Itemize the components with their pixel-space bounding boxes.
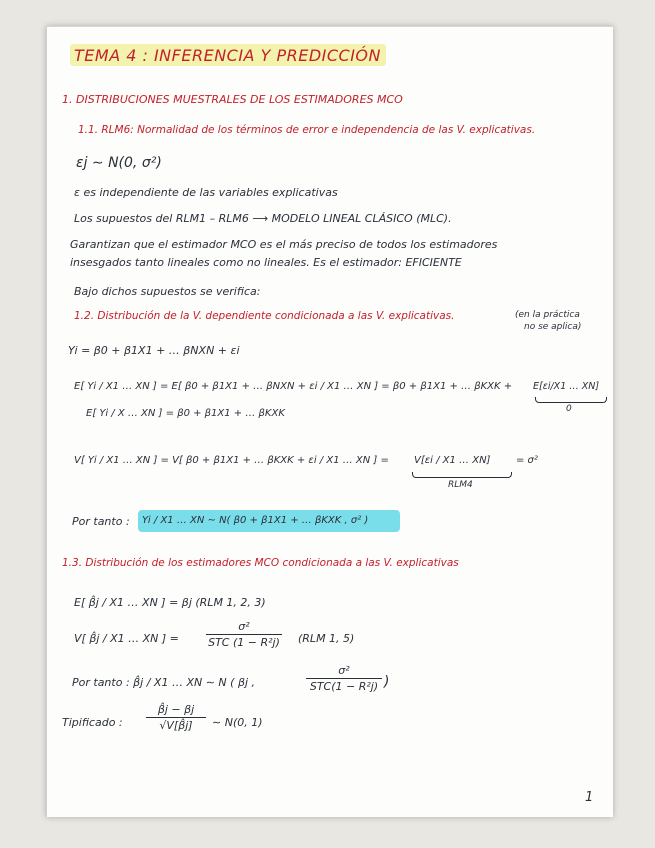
section-1-2-heading: 1.2. Distribución de la V. dependiente condicionada a las V. explicativas. — [74, 310, 455, 322]
notebook-page — [46, 26, 613, 817]
standardized-label: Tipificado : — [62, 716, 123, 729]
expectation-eq-2: E[ Yi / X … XN ] = β0 + β1X1 + … βKXK — [86, 408, 285, 419]
error-distribution-eq: εj ∼ N(0, σ²) — [76, 155, 162, 171]
variance-error-term: V[εi / X1 … XN] — [414, 455, 491, 466]
guarantee-line-1: Garantizan que el estimador MCO es el más preciso de todos los estimadores — [70, 238, 498, 251]
estimator-variance-denominator: STC (1 − R²j) — [208, 636, 280, 649]
section-1-2-note-1: (en la práctica — [515, 310, 580, 320]
fraction-bar — [306, 678, 382, 679]
independence-line: ε es independiente de las variables explicativas — [74, 186, 338, 199]
therefore-label-1: Por tanto : — [72, 515, 130, 528]
estimator-variance-tag: (RLM 1, 5) — [298, 632, 355, 645]
standardized-fraction — [146, 703, 206, 732]
expectation-eq-1: E[ Yi / X1 … XN ] = E[ β0 + β1X1 + … βNXN + εi / X1 … XN ] = β0 + β1X1 + … βKXK + — [74, 381, 513, 392]
conditional-distribution: Yi / X1 … XN ∼ N( β0 + β1X1 + … βKXK , σ² ) — [142, 515, 369, 526]
section-1-1-heading: 1.1. RLM6: Normalidad de los términos de error e independencia de las V. explicativas. — [78, 124, 536, 136]
fraction-bar — [206, 634, 282, 635]
page-number: 1 — [585, 790, 594, 805]
standardized-denominator: √V[β̂j] — [159, 719, 193, 732]
therefore-eq-2: Por tanto : β̂j / X1 … XN ∼ N ( βj , — [72, 676, 256, 689]
therefore-close-paren: ) — [384, 674, 390, 690]
estimator-variance-fraction — [206, 620, 282, 649]
variance-eq: V[ Yi / X1 … XN ] = V[ β0 + β1X1 + … βKXK + εi / X1 … XN ] = — [74, 455, 389, 466]
section-1-3-heading: 1.3. Distribución de los estimadores MCO condicionada a las V. explicativas — [62, 557, 459, 569]
therefore-fraction — [306, 664, 382, 693]
zero-label: 0 — [566, 404, 572, 414]
section-1-heading: 1. DISTRIBUCIONES MUESTRALES DE LOS ESTIMADORES MCO — [62, 93, 403, 106]
rlm4-brace — [412, 472, 512, 478]
verify-line: Bajo dichos supuestos se verifica: — [74, 285, 261, 298]
standardized-distribution: ∼ N(0, 1) — [212, 716, 263, 729]
section-1-2-note-2: no se aplica) — [524, 322, 582, 332]
page-title: TEMA 4 : INFERENCIA Y PREDICCIÓN — [74, 46, 381, 65]
assumptions-line: Los supuestos del RLM1 – RLM6 ⟶ MODELO LINEAL CLÁSICO (MLC). — [74, 212, 452, 225]
standardized-numerator: β̂j − βj — [157, 703, 195, 716]
variance-result: = σ² — [516, 455, 538, 466]
therefore-denominator: STC(1 − R²j) — [309, 680, 379, 693]
estimator-variance-lhs: V[ β̂j / X1 … XN ] = — [74, 632, 179, 645]
fraction-bar — [146, 717, 206, 718]
zero-brace — [535, 397, 607, 403]
estimator-variance-numerator: σ² — [238, 620, 250, 633]
therefore-numerator: σ² — [338, 664, 350, 677]
rlm4-label: RLM4 — [448, 480, 473, 490]
estimator-expectation: E[ β̂j / X1 … XN ] = βj (RLM 1, 2, 3) — [74, 596, 266, 609]
guarantee-line-2: insesgados tanto lineales como no lineales. Es el estimador: EFICIENTE — [70, 256, 462, 269]
error-expectation-term: E[εi/X1 … XN] — [533, 381, 600, 392]
model-equation: Yi = β0 + β1X1 + … βNXN + εi — [68, 344, 240, 357]
